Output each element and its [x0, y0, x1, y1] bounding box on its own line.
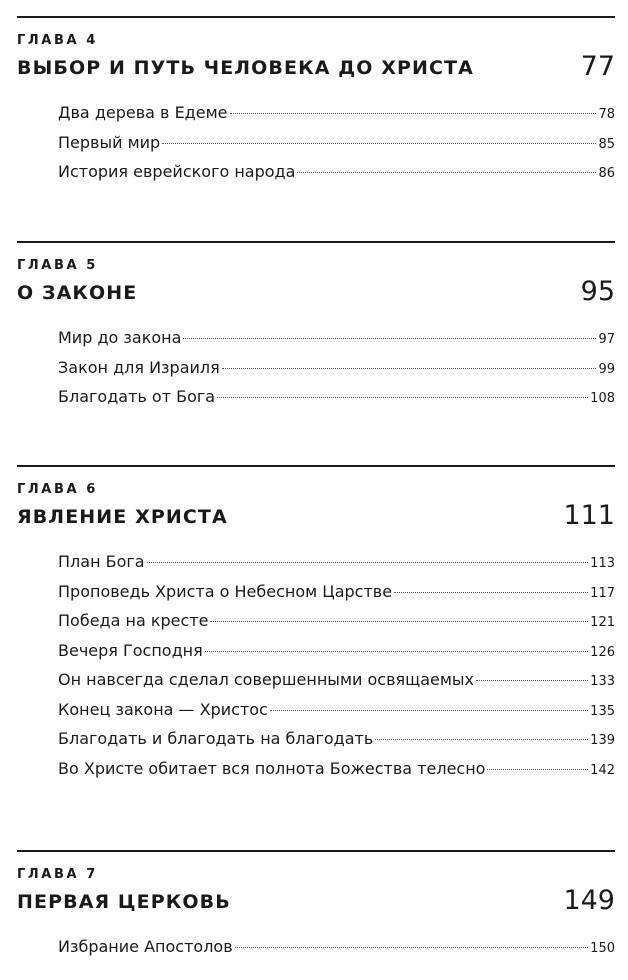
toc-entry-title: Первый мир [58, 132, 161, 152]
dot-leader [297, 172, 596, 173]
chapter-label: ГЛАВА 7 [17, 867, 98, 882]
toc-entry-page: 121 [590, 615, 615, 630]
chapter-title: ВЫБОР И ПУТЬ ЧЕЛОВЕКА ДО ХРИСТА [17, 57, 474, 79]
toc-entry-title: Во Христе обитает вся полнота Божества телесно [58, 758, 486, 778]
dot-leader [147, 562, 589, 563]
toc-entry[interactable] [58, 328, 615, 358]
toc-entry[interactable] [58, 387, 615, 417]
toc-entries [58, 937, 615, 967]
toc-entry-title: Проповедь Христа о Небесном Царстве [58, 581, 393, 601]
divider [17, 241, 615, 243]
toc-entry-title: Закон для Израиля [58, 357, 220, 377]
toc-entry[interactable] [58, 700, 615, 730]
chapter-label: ГЛАВА 6 [17, 482, 98, 497]
toc-entry-title: Вечеря Господня [58, 640, 203, 660]
divider [17, 465, 615, 467]
toc-entry-page: 97 [598, 332, 615, 347]
toc-entry-title: Избрание Апостолов [58, 937, 233, 956]
toc-entry[interactable] [58, 133, 615, 163]
toc-entry[interactable] [58, 670, 615, 700]
toc-entry[interactable] [58, 552, 615, 582]
toc-entries [58, 328, 615, 417]
dot-leader [476, 680, 588, 681]
toc-entry-page: 142 [590, 762, 615, 778]
toc-entries [58, 103, 615, 192]
toc-entry[interactable] [58, 162, 615, 192]
toc-entry-title: Благодать и благодать на благодать [58, 729, 374, 748]
dot-leader [210, 621, 588, 622]
toc-entry[interactable] [58, 641, 615, 671]
chapter-title: ЯВЛЕНИЕ ХРИСТА [17, 506, 228, 528]
dot-leader [235, 947, 589, 948]
dot-leader [222, 368, 597, 369]
toc-entry-page: 99 [598, 361, 615, 377]
toc-entry-title: Мир до закона [58, 328, 182, 347]
dot-leader [270, 710, 588, 711]
toc-entry-title: Победа на кресте [58, 611, 209, 630]
toc-entry-page: 108 [590, 391, 615, 406]
dot-leader [162, 143, 596, 144]
dot-leader [183, 338, 596, 339]
toc-entry-page: 139 [590, 733, 615, 748]
toc-entry-title: Конец закона — Христос [58, 699, 268, 719]
toc-entry-page: 117 [590, 585, 615, 601]
chapter-label: ГЛАВА 4 [17, 33, 98, 48]
toc-entry[interactable] [58, 937, 615, 967]
chapter-page-number: 111 [563, 500, 615, 531]
chapter-title: О ЗАКОНЕ [17, 282, 138, 304]
toc-entry[interactable] [58, 759, 615, 789]
toc-entry-page: 85 [598, 136, 615, 152]
dot-leader [487, 769, 588, 770]
dot-leader [394, 592, 588, 593]
toc-entry-page: 126 [590, 644, 615, 660]
dot-leader [375, 739, 588, 740]
toc-entries [58, 552, 615, 788]
toc-entry-title: Благодать от Бога [58, 387, 216, 406]
toc-entry-title: История еврейского народа [58, 162, 296, 181]
chapter-page-number: 77 [580, 51, 615, 82]
toc-entry[interactable] [58, 611, 615, 641]
toc-entry[interactable] [58, 103, 615, 133]
chapter-page-number: 95 [580, 276, 615, 307]
toc-entry[interactable] [58, 582, 615, 612]
dot-leader [205, 651, 588, 652]
toc-entry-title: План Бога [58, 552, 145, 571]
toc-entry-page: 86 [598, 166, 615, 181]
toc-entry-page: 133 [590, 674, 615, 689]
toc-entry[interactable] [58, 358, 615, 388]
divider [17, 850, 615, 852]
chapter-label: ГЛАВА 5 [17, 258, 98, 273]
toc-entry-page: 78 [598, 107, 615, 122]
chapter-title: ПЕРВАЯ ЦЕРКОВЬ [17, 891, 231, 913]
chapter-page-number: 149 [563, 885, 615, 916]
divider [17, 16, 615, 18]
dot-leader [217, 397, 588, 398]
toc-entry-page: 135 [590, 703, 615, 719]
toc-entry[interactable] [58, 729, 615, 759]
toc-entry-page: 113 [590, 556, 615, 571]
toc-entry-title: Два дерева в Едеме [58, 103, 228, 122]
toc-entry-page: 150 [590, 941, 615, 956]
toc-entry-title: Он навсегда сделал совершенными освящаемых [58, 670, 475, 689]
dot-leader [230, 113, 597, 114]
